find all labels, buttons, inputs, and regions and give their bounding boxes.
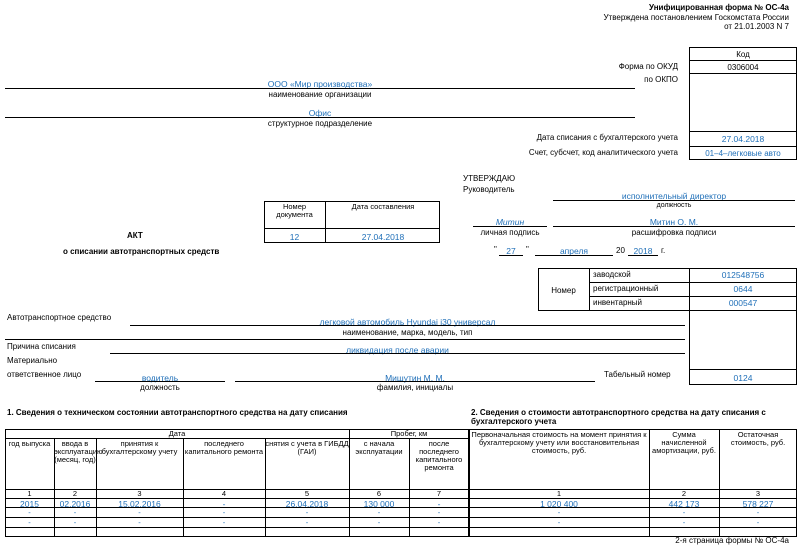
- t2-r3-c3[interactable]: -: [756, 518, 760, 527]
- t2-r2-c2[interactable]: -: [682, 508, 686, 517]
- org-name-caption: наименование организации: [268, 90, 372, 99]
- n2-1: 1: [556, 489, 562, 498]
- approve-year-prefix: 20: [616, 246, 625, 255]
- t2-r1-c3[interactable]: 578 227: [742, 499, 774, 509]
- doc-number-header: Номер документа: [276, 202, 313, 219]
- t1-r1-c3[interactable]: 15.02.2016: [118, 499, 161, 509]
- t2-r1-c2[interactable]: 442 173: [668, 499, 700, 509]
- resp-label-line1: Материально: [7, 356, 58, 365]
- t2-r1-c1[interactable]: 1 020 400: [540, 499, 578, 509]
- t1-r3-c2[interactable]: -: [73, 518, 77, 527]
- t1-r1-c1[interactable]: 2015: [20, 499, 39, 509]
- h1-year: год выпуска: [8, 439, 51, 448]
- resp-position[interactable]: водитель: [141, 373, 179, 383]
- t1-r1-c5[interactable]: 26.04.2018: [285, 499, 329, 509]
- approve-year-suffix: г.: [661, 246, 666, 255]
- inv-label: инвентарный: [593, 298, 643, 307]
- tab-label: Табельный номер: [604, 370, 671, 379]
- n1-5: 5: [304, 489, 310, 498]
- numbers-label: Номер: [551, 286, 576, 295]
- h1-mileage-repair: после последнего капитального ремонта: [415, 439, 463, 472]
- okud-value[interactable]: 0306004: [727, 63, 759, 72]
- h1-last-repair: последнего капитального ремонта: [184, 439, 264, 456]
- t1-r2-c2[interactable]: -: [73, 508, 77, 517]
- reg-value[interactable]: 0644: [733, 284, 753, 294]
- okud-label: Форма по ОКУД: [618, 62, 678, 71]
- t2-r3-c2[interactable]: -: [682, 518, 686, 527]
- t2-r2-c1[interactable]: -: [557, 508, 561, 517]
- page-note: 2-я страница формы № ОС-4а: [675, 536, 789, 545]
- resp-name-caption: фамилия, инициалы: [376, 383, 454, 392]
- h2-initial-cost: Первоначальная стоимость на момент принятия к бухгалтерскому учету или восстановительная стоимость, руб.: [471, 430, 647, 455]
- approved-by: Утверждена постановлением Госкомстата России: [603, 13, 789, 22]
- reg-label: регистрационный: [593, 284, 659, 293]
- approve-title: УТВЕРЖДАЮ: [463, 174, 516, 183]
- t1-r2-c7[interactable]: -: [437, 508, 441, 517]
- resp-position-caption: должность: [140, 383, 180, 392]
- account-label: Счет, субсчет, код аналитического учета: [528, 148, 678, 157]
- factory-value[interactable]: 012548756: [721, 270, 765, 280]
- section2-title: 2. Сведения о стоимости автотранспортного средства на дату списания с бухгалтерского учета: [471, 408, 766, 426]
- t1-r3-c7[interactable]: -: [437, 518, 441, 527]
- tables-container: [5, 429, 798, 537]
- approve-year[interactable]: 2018: [633, 246, 653, 256]
- date-quote-close: ": [526, 245, 529, 254]
- approve-signature-caption: личная подпись: [480, 228, 540, 237]
- writeoff-date-label: Дата списания с бухгалтерского учета: [536, 133, 678, 142]
- approve-decoding[interactable]: Митин О. М.: [649, 217, 699, 227]
- approve-position[interactable]: исполнительный директор: [621, 191, 727, 201]
- h1-deregistered: снятия с учета в ГИБДД (ГАИ): [265, 439, 349, 456]
- form-title: Унифицированная форма № ОС-4а: [649, 3, 789, 12]
- vehicle-value[interactable]: легковой автомобиль Hyundai i30 универсал: [319, 317, 496, 327]
- approved-date: от 21.01.2003 N 7: [724, 22, 789, 31]
- t1-r1-c4[interactable]: -: [222, 499, 226, 509]
- approve-signature[interactable]: Митин: [495, 217, 525, 227]
- approve-day[interactable]: 27: [506, 246, 516, 256]
- n1-4: 4: [221, 489, 227, 498]
- resp-label-line2: ответственное лицо: [7, 370, 82, 379]
- act-subtitle: о списании автотранспортных средств: [63, 247, 220, 256]
- n1-7: 7: [436, 489, 442, 498]
- h2-residual: Остаточная стоимость, руб.: [730, 430, 786, 447]
- account-value[interactable]: 01–4–легковые авто: [705, 149, 781, 158]
- tab-value[interactable]: 0124: [733, 373, 753, 383]
- okpo-label: по ОКПО: [644, 75, 678, 84]
- n1-1: 1: [27, 489, 32, 498]
- h1-commission: ввода в эксплуатацию (месяц, год): [54, 439, 103, 464]
- org-unit[interactable]: Офис: [308, 108, 332, 118]
- doc-number[interactable]: 12: [289, 232, 300, 242]
- act-title: АКТ: [127, 231, 143, 240]
- group-mileage: Пробег, км: [390, 429, 428, 438]
- approve-month[interactable]: апреля: [559, 246, 589, 256]
- t1-r2-c4[interactable]: -: [222, 508, 226, 517]
- t1-r2-c3[interactable]: -: [138, 508, 141, 517]
- t1-r3-c1[interactable]: -: [28, 518, 31, 527]
- n1-3: 3: [137, 489, 142, 498]
- n2-3: 3: [755, 489, 761, 498]
- n1-2: 2: [72, 489, 78, 498]
- t1-r1-c7[interactable]: -: [437, 499, 441, 509]
- code-header: Код: [736, 50, 750, 59]
- reason-value[interactable]: ликвидация после аварии: [346, 345, 449, 355]
- vehicle-label: Автотранспортное средство: [7, 313, 112, 322]
- h1-mileage-total: с начала эксплуатации: [355, 439, 403, 456]
- t1-r3-c4[interactable]: -: [222, 518, 226, 527]
- reason-label: Причина списания: [7, 342, 76, 351]
- t1-r3-c5[interactable]: -: [305, 518, 309, 527]
- doc-date-header: Дата составления: [351, 202, 415, 211]
- t1-r3-c3[interactable]: -: [138, 518, 141, 527]
- approve-head-label: Руководитель: [463, 185, 515, 194]
- t1-r1-c2[interactable]: 02.2016: [59, 499, 91, 509]
- factory-label: заводской: [593, 270, 631, 279]
- org-name[interactable]: ООО «Мир производства»: [267, 79, 373, 89]
- t2-r3-c1[interactable]: -: [557, 518, 561, 527]
- doc-date[interactable]: 27.04.2018: [361, 232, 405, 242]
- t1-r2-c5[interactable]: -: [305, 508, 309, 517]
- t2-r2-c3[interactable]: -: [756, 508, 760, 517]
- org-unit-caption: структурное подразделение: [267, 119, 373, 128]
- approve-decoding-caption: расшифровка подписи: [631, 228, 717, 237]
- n1-6: 6: [376, 489, 382, 498]
- h1-accounting: принятия к бухгалтерскому учету: [101, 439, 178, 456]
- h2-depreciation: Сумма начисленной амортизации, руб.: [652, 430, 716, 455]
- t1-r1-c6[interactable]: 130 000: [363, 499, 395, 509]
- group-date: Дата: [168, 429, 186, 438]
- approve-position-caption: должность: [656, 202, 692, 209]
- inv-value[interactable]: 000547: [728, 298, 758, 308]
- vehicle-caption: наименование, марка, модель, тип: [342, 328, 473, 337]
- writeoff-date-value[interactable]: 27.04.2018: [721, 134, 765, 144]
- n2-2: 2: [681, 489, 687, 498]
- section1-title: 1. Сведения о техническом состоянии автотранспортного средства на дату списания: [7, 408, 348, 417]
- t1-r2-c1[interactable]: -: [28, 508, 31, 517]
- t1-r3-c6[interactable]: -: [377, 518, 381, 527]
- date-quote-open: ": [494, 245, 497, 254]
- resp-name[interactable]: Мишутин М. М.: [385, 373, 445, 383]
- t1-r2-c6[interactable]: -: [377, 508, 381, 517]
